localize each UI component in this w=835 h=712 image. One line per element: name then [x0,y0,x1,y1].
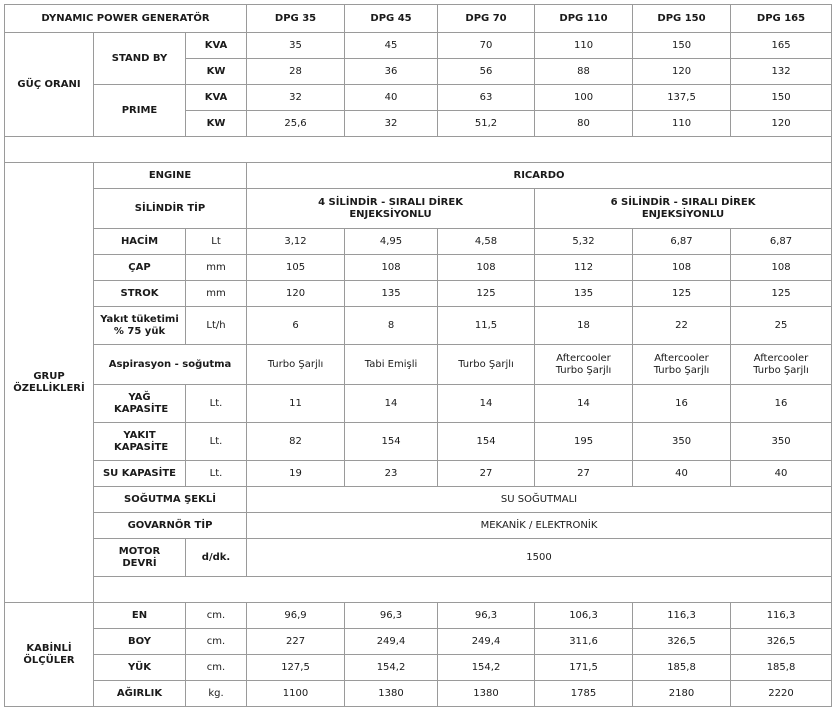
table-row [5,423,832,461]
value-cell: 154,2 [345,655,438,681]
value-cell: Aftercooler Turbo Şarjlı [731,345,832,385]
value-cell: 135 [345,281,438,307]
value-cell: 1785 [535,681,633,707]
value-cell: 171,5 [535,655,633,681]
value-cell: 40 [345,85,438,111]
unit-cell: mm [186,255,247,281]
value-cell: 80 [535,111,633,137]
table-row [5,255,832,281]
value-cell: 14 [438,385,535,423]
table-row [5,189,832,229]
row-label-hacim: HACİM [94,229,186,255]
value-cell: 11 [247,385,345,423]
value-cell: 14 [345,385,438,423]
value-cell: 40 [731,461,832,487]
unit-kva: KVA [186,33,247,59]
table-row [5,487,832,513]
table-title: DYNAMIC POWER GENERATÖR [5,5,247,33]
value-cell: 227 [247,629,345,655]
value-cell: 14 [535,385,633,423]
value-cell: 116,3 [731,603,832,629]
value-cell: Turbo Şarjlı [247,345,345,385]
model-header: DPG 150 [633,5,731,33]
unit-cell: Lt/h [186,307,247,345]
value-cell: 1380 [438,681,535,707]
value-cell: 18 [535,307,633,345]
value-cell: 51,2 [438,111,535,137]
table-row [5,629,832,655]
model-header: DPG 35 [247,5,345,33]
value-cell: 311,6 [535,629,633,655]
value-cell: 120 [247,281,345,307]
table-row [5,229,832,255]
governor-value: MEKANİK / ELEKTRONİK [247,513,832,539]
value-cell: 112 [535,255,633,281]
engine-value: RICARDO [247,163,832,189]
value-cell: 96,3 [345,603,438,629]
engine-label: ENGINE [94,163,247,189]
value-cell: 326,5 [731,629,832,655]
value-cell: 195 [535,423,633,461]
spacer-row [5,137,832,163]
value-cell: 100 [535,85,633,111]
row-label-fuel-consumption: Yakıt tüketimi % 75 yük [94,307,186,345]
value-cell: Turbo Şarjlı [438,345,535,385]
value-cell: 127,5 [247,655,345,681]
table-row [5,163,832,189]
value-cell: 5,32 [535,229,633,255]
value-cell: 25,6 [247,111,345,137]
value-cell: 116,3 [633,603,731,629]
value-cell: 56 [438,59,535,85]
spacer-cell [94,577,832,603]
value-cell: 249,4 [438,629,535,655]
value-cell: 3,12 [247,229,345,255]
unit-cell: cm. [186,655,247,681]
value-cell: 16 [633,385,731,423]
row-label-cap: ÇAP [94,255,186,281]
value-cell: Aftercooler Turbo Şarjlı [535,345,633,385]
value-cell: Tabi Emişli [345,345,438,385]
value-cell: 45 [345,33,438,59]
unit-kw: KW [186,111,247,137]
value-cell: 27 [438,461,535,487]
value-cell: 125 [633,281,731,307]
value-cell: 326,5 [633,629,731,655]
value-cell: 11,5 [438,307,535,345]
row-label-boy: BOY [94,629,186,655]
value-cell: 96,9 [247,603,345,629]
spacer-cell [5,137,832,163]
value-cell: 25 [731,307,832,345]
value-cell: 120 [731,111,832,137]
table-row [5,539,832,577]
value-cell: 63 [438,85,535,111]
unit-cell: mm [186,281,247,307]
prime-label: PRIME [94,85,186,137]
value-cell: 6 [247,307,345,345]
value-cell: 35 [247,33,345,59]
engine-speed-value: 1500 [247,539,832,577]
value-cell: Aftercooler Turbo Şarjlı [633,345,731,385]
table-row [5,603,832,629]
engine-speed-label: MOTOR DEVRİ [94,539,186,577]
value-cell: 27 [535,461,633,487]
value-cell: 88 [535,59,633,85]
model-header: DPG 70 [438,5,535,33]
unit-cell: Lt [186,229,247,255]
row-label-fuel-capacity: YAKIT KAPASİTE [94,423,186,461]
value-cell: 70 [438,33,535,59]
value-cell: 96,3 [438,603,535,629]
value-cell: 36 [345,59,438,85]
value-cell: 110 [535,33,633,59]
value-cell: 350 [731,423,832,461]
value-cell: 108 [345,255,438,281]
value-cell: 106,3 [535,603,633,629]
cylinder-type-4: 4 SİLİNDİR - SIRALI DİREK ENJEKSİYONLU [247,189,535,229]
value-cell: 8 [345,307,438,345]
value-cell: 82 [247,423,345,461]
table-row [5,345,832,385]
value-cell: 6,87 [633,229,731,255]
value-cell: 125 [438,281,535,307]
cabin-label: KABİNLİ ÖLÇÜLER [5,603,94,707]
value-cell: 120 [633,59,731,85]
value-cell: 23 [345,461,438,487]
table-row [5,33,832,59]
value-cell: 4,58 [438,229,535,255]
table-row [5,655,832,681]
value-cell: 185,8 [633,655,731,681]
value-cell: 4,95 [345,229,438,255]
generator-spec-table [4,4,832,707]
value-cell: 150 [731,85,832,111]
standby-label: STAND BY [94,33,186,85]
value-cell: 135 [535,281,633,307]
value-cell: 40 [633,461,731,487]
unit-kw: KW [186,59,247,85]
table-row [5,85,832,111]
cooling-label: SOĞUTMA ŞEKLİ [94,487,247,513]
row-label-aspiration: Aspirasyon - soğutma [94,345,247,385]
unit-cell: Lt. [186,385,247,423]
value-cell: 154 [345,423,438,461]
value-cell: 132 [731,59,832,85]
row-label-strok: STROK [94,281,186,307]
value-cell: 185,8 [731,655,832,681]
model-header: DPG 45 [345,5,438,33]
table-row [5,513,832,539]
header-row [5,5,832,33]
table-row [5,307,832,345]
table-row [5,681,832,707]
spacer-row [5,577,832,603]
model-header: DPG 165 [731,5,832,33]
value-cell: 19 [247,461,345,487]
governor-label: GOVARNÖR TİP [94,513,247,539]
value-cell: 165 [731,33,832,59]
value-cell: 154 [438,423,535,461]
value-cell: 108 [633,255,731,281]
value-cell: 16 [731,385,832,423]
value-cell: 28 [247,59,345,85]
engine-speed-unit: d/dk. [186,539,247,577]
unit-cell: cm. [186,629,247,655]
value-cell: 22 [633,307,731,345]
value-cell: 249,4 [345,629,438,655]
value-cell: 2220 [731,681,832,707]
value-cell: 350 [633,423,731,461]
value-cell: 150 [633,33,731,59]
value-cell: 1380 [345,681,438,707]
value-cell: 108 [731,255,832,281]
value-cell: 32 [345,111,438,137]
unit-cell: Lt. [186,461,247,487]
model-header: DPG 110 [535,5,633,33]
unit-kva: KVA [186,85,247,111]
value-cell: 108 [438,255,535,281]
cylinder-label: SİLİNDİR TİP [94,189,247,229]
unit-cell: Lt. [186,423,247,461]
table-row [5,385,832,423]
value-cell: 2180 [633,681,731,707]
value-cell: 110 [633,111,731,137]
unit-cell: kg. [186,681,247,707]
power-group-label: GÜÇ ORANI [5,33,94,137]
table-row [5,461,832,487]
row-label-oil-capacity: YAĞ KAPASİTE [94,385,186,423]
value-cell: 32 [247,85,345,111]
value-cell: 154,2 [438,655,535,681]
row-label-en: EN [94,603,186,629]
row-label-yuk: YÜK [94,655,186,681]
value-cell: 1100 [247,681,345,707]
cylinder-type-6: 6 SİLİNDİR - SIRALI DİREK ENJEKSİYONLU [535,189,832,229]
table-row [5,281,832,307]
value-cell: 6,87 [731,229,832,255]
unit-cell: cm. [186,603,247,629]
value-cell: 137,5 [633,85,731,111]
value-cell: 125 [731,281,832,307]
cooling-value: SU SOĞUTMALI [247,487,832,513]
row-label-agirlik: AĞIRLIK [94,681,186,707]
group-features-label: GRUP ÖZELLİKLERİ [5,163,94,603]
value-cell: 105 [247,255,345,281]
row-label-water-capacity: SU KAPASİTE [94,461,186,487]
